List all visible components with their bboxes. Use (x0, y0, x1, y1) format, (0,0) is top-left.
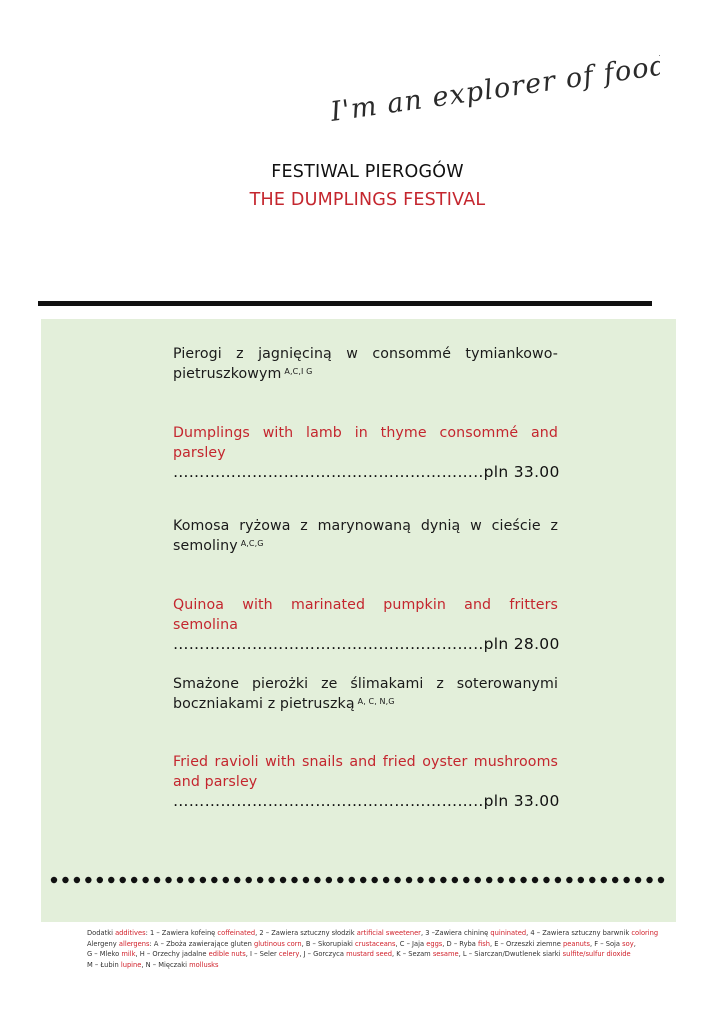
divider-dot (154, 877, 160, 883)
divider-dot (429, 877, 435, 883)
footer-text: , 4 – Zawiera sztuczny barwnik (526, 929, 632, 937)
footer-english-term: mollusks (189, 960, 219, 969)
menu-item-3-name-pl-text: Smażone pierożki ze ślimakami z soterowanymi boczniakami z pietruszką (173, 676, 558, 712)
divider-dot (223, 877, 229, 883)
menu-item-2-name-pl (173, 516, 558, 556)
footer-english-term: peanuts (562, 939, 591, 948)
divider-dot (601, 877, 607, 883)
divider-dot (589, 877, 595, 883)
footer-text: , 2 – Zawiera sztuczny słodzik (255, 929, 357, 937)
footer-text: , E – Orzeszki ziemne (489, 939, 563, 948)
divider-dot (62, 877, 68, 883)
divider-dot (543, 877, 549, 883)
tagline-svg (330, 55, 660, 135)
footer-text: , I – Seler (245, 950, 279, 959)
divider-dot (177, 877, 183, 883)
festival-title-pl: FESTIWAL PIEROGÓW (271, 162, 464, 182)
divider-dot (486, 877, 492, 883)
divider-dot (188, 877, 194, 883)
footer-text: : 1 – Zawiera kofeinę (145, 929, 218, 937)
menu-item-3-allergens: A, C, N,G (357, 697, 395, 706)
divider-dot (578, 877, 584, 883)
divider-dot (440, 877, 446, 883)
footer-text: Dodatki (87, 929, 116, 937)
menu-item-2-price: …………………………………………………..pln 28.00 (173, 635, 560, 653)
menu-item-1-name-pl (173, 344, 558, 384)
tagline-text: I'm an explorer of food (330, 55, 660, 128)
footer-english-term: artificial sweetener (356, 929, 421, 937)
menu-item-2-name-en: Quinoa with marinated pumpkin and fritters semolina (173, 597, 558, 633)
footer-text: , L – Siarczan/Dwutlenek siarki (458, 950, 563, 959)
divider-dot (165, 877, 171, 883)
divider-dot (291, 877, 297, 883)
divider-dot (280, 877, 286, 883)
footer-text: , J – Gorczyca (299, 950, 347, 959)
divider-dot (658, 877, 664, 883)
divider-dot (635, 877, 641, 883)
divider-dot (108, 877, 114, 883)
footer-english-term: soy (622, 939, 634, 948)
divider-dot (532, 877, 538, 883)
divider-dot (257, 877, 263, 883)
divider-dot (245, 877, 251, 883)
footer-text: M – Łubin (87, 960, 121, 969)
divider-dot (646, 877, 652, 883)
divider-dot (142, 877, 148, 883)
divider-dot (371, 877, 377, 883)
divider-dot (383, 877, 389, 883)
menu-item-1-price: …………………………………………………..pln 33.00 (173, 463, 560, 481)
dotted-divider-svg (50, 870, 665, 890)
divider-dot (520, 877, 526, 883)
footer-text: , C – Jaja (395, 939, 427, 948)
divider-dot (497, 877, 503, 883)
festival-title-en: THE DUMPLINGS FESTIVAL (249, 190, 486, 210)
footer-english-term: celery (278, 950, 300, 959)
divider-dot (349, 877, 355, 883)
footer-english-term: edible nuts (208, 950, 246, 959)
divider-dot (120, 877, 126, 883)
footer-text: , F – Soja (590, 939, 623, 948)
divider-dot (200, 877, 206, 883)
divider-dot (463, 877, 469, 883)
footer-text: , H – Orzechy jadalne (135, 950, 209, 959)
footer-text: , N – Mięczaki (141, 960, 190, 969)
footer-english-term: sesame (432, 950, 459, 959)
footer-text: G – Mleko (87, 950, 122, 959)
divider-dot (475, 877, 481, 883)
footer-text: Alergeny (87, 939, 119, 948)
menu-item-3-name-en: Fried ravioli with snails and fried oyster mushrooms and parsley (173, 754, 558, 790)
footer-text: , B – Skorupiaki (301, 939, 356, 948)
footer-english-term: crustaceans (355, 939, 396, 948)
divider-dot (612, 877, 618, 883)
footer-allergens-line-3 (87, 960, 647, 971)
divider-dot (452, 877, 458, 883)
footer-english-term: lupine (120, 960, 142, 969)
footer-allergens-line-1 (87, 939, 647, 950)
divider-dot (337, 877, 343, 883)
menu-item-2-name-pl-text: Komosa ryżowa z marynowaną dynią w cieście z semoliny (173, 518, 558, 554)
divider-dot (394, 877, 400, 883)
divider-dot (326, 877, 332, 883)
top-divider (38, 301, 652, 306)
divider-dot (303, 877, 309, 883)
divider-dot (131, 877, 137, 883)
footer-english-term: eggs (426, 939, 443, 948)
divider-dot (268, 877, 274, 883)
footer-allergens-line-2 (87, 949, 647, 960)
footer-english-term: quininated (490, 929, 527, 937)
menu-item-1-name-pl-text: Pierogi z jagnięciną w consommé tymiankowo-pietruszkowym (173, 346, 558, 382)
divider-dot (623, 877, 629, 883)
divider-dot (406, 877, 412, 883)
divider-dot (211, 877, 217, 883)
divider-dot (74, 877, 80, 883)
footer-text: , 3 –Zawiera chininę (420, 929, 491, 937)
menu-item-2-allergens: A,C,G (240, 539, 264, 548)
footer-text: , K – Sezam (391, 950, 433, 959)
divider-dot (51, 877, 57, 883)
menu-item-3-price: …………………………………………………..pln 33.00 (173, 792, 560, 810)
divider-dot (234, 877, 240, 883)
footer-english-term: glutinous corn (253, 939, 302, 948)
footer-english-term: additives (115, 929, 146, 937)
dotted-divider (50, 870, 665, 890)
footer-english-term: sulfite/sulfur dioxide (562, 950, 631, 959)
divider-dot (97, 877, 103, 883)
footer-english-term: allergens (118, 939, 150, 948)
divider-dot (417, 877, 423, 883)
footer-english-term: fish (478, 939, 490, 948)
footer-english-term: coffeinated (217, 929, 256, 937)
footer-additives-line (87, 928, 659, 939)
allergen-footer (87, 928, 659, 970)
divider-dot (314, 877, 320, 883)
footer-text: , (633, 939, 636, 948)
tagline-handwriting (330, 55, 660, 135)
footer-english-term: milk (121, 950, 136, 959)
menu-item-1-name-en: Dumplings with lamb in thyme consommé and parsley (173, 425, 558, 461)
menu-item-1-allergens: A,C,I G (284, 367, 313, 376)
footer-text: , D – Ryba (442, 939, 478, 948)
divider-dot (360, 877, 366, 883)
footer-english-term: mustard seed (346, 950, 392, 959)
divider-dot (509, 877, 515, 883)
menu-item-3-name-pl (173, 674, 558, 714)
divider-dot (555, 877, 561, 883)
divider-dot (85, 877, 91, 883)
footer-english-term: coloring (631, 929, 659, 937)
footer-text: : A – Zboża zawierające gluten (149, 939, 254, 948)
divider-dot (566, 877, 572, 883)
